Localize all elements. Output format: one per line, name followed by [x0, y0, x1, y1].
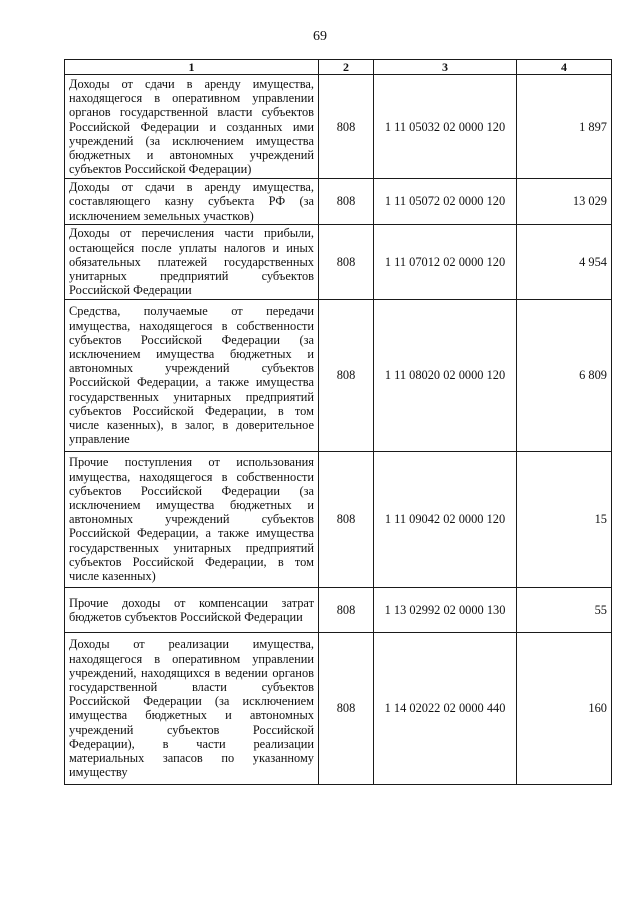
budget-revenue-table — [64, 59, 612, 785]
row-admin-code: 808 — [319, 451, 374, 587]
row-admin-code: 808 — [319, 587, 374, 632]
row-classification-code: 1 11 08020 02 0000 120 — [374, 299, 517, 451]
row-admin-code: 808 — [319, 224, 374, 299]
row-description: Доходы от реализации имущества, находящегося в оперативном управлении учреждений, находящихся в ведении органов государственной власти субъектов Российской Федерации (за исключением имущества бюджетных и автономных учреждений субъектов Российской Федерации), в части реализации материальных запасов по указанному имуществу — [65, 632, 319, 784]
table-row — [65, 587, 612, 632]
row-description: Прочие поступления от использования имущества, находящегося в собственности субъектов Российской Федерации (за исключением имущества бюджетных и автономных учреждений субъектов Российской Федерации, а также имущества государственных унитарных предприятий субъектов Российской Федерации, в том числе казенных) — [65, 451, 319, 587]
table-row — [65, 451, 612, 587]
row-admin-code: 808 — [319, 299, 374, 451]
row-classification-code: 1 11 09042 02 0000 120 — [374, 451, 517, 587]
row-classification-code: 1 13 02992 02 0000 130 — [374, 587, 517, 632]
page-number: 69 — [313, 29, 327, 44]
column-header-amount: 4 — [517, 60, 612, 75]
row-classification-code: 1 14 02022 02 0000 440 — [374, 632, 517, 784]
row-admin-code: 808 — [319, 632, 374, 784]
table-row — [65, 299, 612, 451]
row-amount: 15 — [517, 451, 612, 587]
row-classification-code: 1 11 05032 02 0000 120 — [374, 75, 517, 179]
row-amount: 4 954 — [517, 224, 612, 299]
column-header-description: 1 — [65, 60, 319, 75]
row-classification-code: 1 11 05072 02 0000 120 — [374, 179, 517, 225]
row-amount: 55 — [517, 587, 612, 632]
table-row — [65, 632, 612, 784]
row-admin-code: 808 — [319, 179, 374, 225]
row-classification-code: 1 11 07012 02 0000 120 — [374, 224, 517, 299]
row-description: Доходы от сдачи в аренду имущества, составляющего казну субъекта РФ (за исключением земельных участков) — [65, 179, 319, 225]
table-header-row — [65, 60, 612, 75]
row-amount: 13 029 — [517, 179, 612, 225]
table-row — [65, 179, 612, 225]
column-header-code: 3 — [374, 60, 517, 75]
row-admin-code: 808 — [319, 75, 374, 179]
row-amount: 6 809 — [517, 299, 612, 451]
row-description: Средства, получаемые от передачи имущества, находящегося в собственности субъектов Российской Федерации (за исключением имущества бюджетных и автономных учреждений субъектов Российской Федерации, а также имущества государственных унитарных предприятий субъектов Российской Федерации, в том числе казенных), в залог, в доверительное управление — [65, 299, 319, 451]
row-amount: 160 — [517, 632, 612, 784]
row-amount: 1 897 — [517, 75, 612, 179]
table-row — [65, 75, 612, 179]
row-description: Доходы от сдачи в аренду имущества, находящегося в оперативном управлении органов государственной власти субъектов Российской Федерации и созданных ими учреждений (за исключением имущества бюджетных и автономных учреждений субъектов Российской Федерации) — [65, 75, 319, 179]
table-row — [65, 224, 612, 299]
row-description: Прочие доходы от компенсации затрат бюджетов субъектов Российской Федерации — [65, 587, 319, 632]
column-header-admin: 2 — [319, 60, 374, 75]
row-description: Доходы от перечисления части прибыли, остающейся после уплаты налогов и иных обязательных платежей государственных унитарных предприятий субъектов Российской Федерации — [65, 224, 319, 299]
